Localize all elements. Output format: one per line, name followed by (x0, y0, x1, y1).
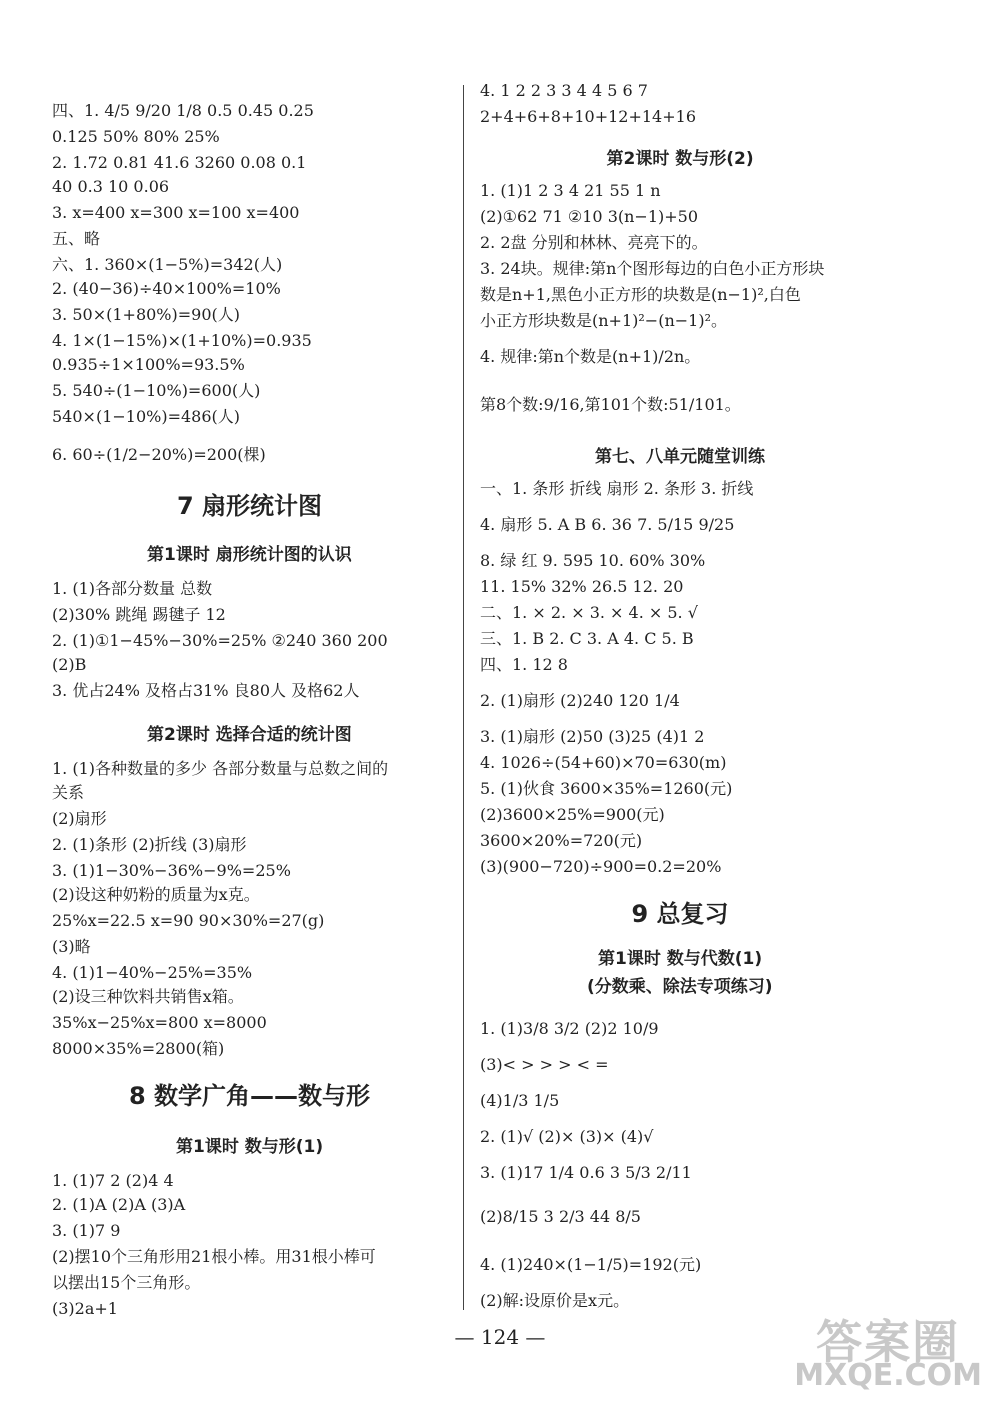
answer-line: 数是n+1,黑色小正方形的块数是(n−1)²,白色 (480, 285, 801, 304)
subsection-title: 第2课时 数与形(2) (606, 149, 754, 169)
answer-line: 3. 优占24% 及格占31% 良80人 及格62人 (52, 681, 360, 700)
answer-line: 1. (1)各部分数量 总数 (52, 579, 213, 598)
answer-line: (2)设这种奶粉的质量为x克。 (52, 885, 260, 904)
answer-line: 二、1. × 2. × 3. × 4. × 5. √ (480, 603, 698, 622)
answer-line: 3. (1)扇形 (2)50 (3)25 (4)1 2 (480, 727, 705, 746)
answer-line: 35%x−25%x=800 x=8000 (52, 1013, 267, 1032)
answer-line: 四、1. 4/5 9/20 1/8 0.5 0.45 0.25 (52, 101, 314, 120)
answer-line: (3)< > > > < = (480, 1055, 609, 1074)
answer-line: (2)扇形 (52, 809, 107, 828)
answer-line: 第8个数:9/16,第101个数:51/101。 (480, 395, 741, 414)
answer-line: 540×(1−10%)=486(人) (52, 407, 241, 426)
answer-line: 1. (1)各种数量的多少 各部分数量与总数之间的 (52, 759, 389, 778)
section-title: 8 数学广角——数与形 (129, 1082, 371, 1110)
subsection-title: 第1课时 数与形(1) (176, 1137, 324, 1157)
answer-line: (3)(900−720)÷900=0.2=20% (480, 857, 722, 876)
answer-line: 4. 规律:第n个数是(n+1)/2n。 (480, 347, 701, 366)
answer-line: 小正方形块数是(n+1)²−(n−1)²。 (480, 311, 727, 330)
answer-line: 5. (1)伙食 3600×35%=1260(元) (480, 779, 733, 798)
answer-line: 4. 1026÷(54+60)×70=630(m) (480, 753, 727, 772)
column-divider (463, 85, 464, 1310)
subsection-title: 第1课时 数与代数(1) (598, 949, 763, 969)
answer-line: 2. (1)√ (2)× (3)× (4)√ (480, 1127, 654, 1146)
answer-line: (3)2a+1 (52, 1299, 118, 1318)
answer-line: 8000×35%=2800(箱) (52, 1039, 225, 1058)
answer-line: 以摆出15个三角形。 (52, 1273, 201, 1292)
answer-line: 3. 24块。规律:第n个图形每边的白色小正方形块 (480, 259, 825, 278)
answer-line: (2)8/15 3 2/3 44 8/5 (480, 1207, 641, 1226)
subsection-title: (分数乘、除法专项练习) (587, 977, 773, 997)
section-title: 9 总复习 (631, 900, 729, 928)
answer-line: 2. (1)条形 (2)折线 (3)扇形 (52, 835, 247, 854)
answer-line: 2. 2盘 分别和林林、亮亮下的。 (480, 233, 708, 252)
answer-line: 一、1. 条形 折线 扇形 2. 条形 3. 折线 (480, 479, 754, 498)
answer-line: 2. (1)扇形 (2)240 120 1/4 (480, 691, 680, 710)
answer-line: 0.935÷1×100%=93.5% (52, 355, 245, 374)
answer-line: (2)摆10个三角形用21根小棒。用31根小棒可 (52, 1247, 376, 1266)
answer-line: 2. (1)①1−45%−30%=25% ②240 360 200 (52, 631, 388, 650)
subsection-title: 第七、八单元随堂训练 (595, 447, 765, 467)
answer-line: (2)30% 跳绳 踢毽子 12 (52, 605, 226, 624)
subsection-title: 第1课时 扇形统计图的认识 (147, 545, 352, 565)
answer-line: 2+4+6+8+10+12+14+16 (480, 107, 696, 126)
answer-line: (2)设三种饮料共销售x箱。 (52, 987, 244, 1006)
answer-line: 关系 (52, 783, 85, 802)
answer-line: 3. (1)1−30%−36%−9%=25% (52, 861, 291, 880)
answer-line: 六、1. 360×(1−5%)=342(人) (52, 255, 283, 274)
answer-line: 8. 绿 红 9. 595 10. 60% 30% (480, 551, 706, 570)
answer-line: (3)略 (52, 937, 91, 956)
answer-line: 4. 1 2 2 3 3 4 4 5 6 7 (480, 81, 648, 100)
answer-line: 2. (1)A (2)A (3)A (52, 1195, 186, 1214)
subsection-title: 第2课时 选择合适的统计图 (147, 725, 352, 745)
answer-line: 3600×20%=720(元) (480, 831, 643, 850)
answer-line: 40 0.3 10 0.06 (52, 177, 170, 196)
answer-line: 2. (40−36)÷40×100%=10% (52, 279, 281, 298)
answer-line: (2)解:设原价是x元。 (480, 1291, 630, 1310)
answer-line: 4. (1)1−40%−25%=35% (52, 963, 253, 982)
answer-line: (2)3600×25%=900(元) (480, 805, 665, 824)
answer-line: (2)①62 71 ②10 3(n−1)+50 (480, 207, 699, 226)
answer-line: 三、1. B 2. C 3. A 4. C 5. B (480, 629, 694, 648)
answer-line: 1. (1)1 2 3 4 21 55 1 n (480, 181, 661, 200)
answer-line: 四、1. 12 8 (480, 655, 568, 674)
answer-line: 3. (1)7 9 (52, 1221, 121, 1240)
watermark-url: MXQE.COM (794, 1358, 982, 1393)
answer-line: 2. 1.72 0.81 41.6 3260 0.08 0.1 (52, 153, 307, 172)
answer-line: 6. 60÷(1/2−20%)=200(棵) (52, 445, 266, 464)
section-title: 7 扇形统计图 (177, 492, 323, 520)
page-number: — 124 — (454, 1325, 546, 1349)
answer-line: 0.125 50% 80% 25% (52, 127, 220, 146)
answer-line: 4. 1×(1−15%)×(1+10%)=0.935 (52, 331, 312, 350)
answer-line: 3. x=400 x=300 x=100 x=400 (52, 203, 300, 222)
answer-line: 5. 540÷(1−10%)=600(人) (52, 381, 261, 400)
answer-line: 1. (1)7 2 (2)4 4 (52, 1171, 174, 1190)
watermark-text: 答案圈 (816, 1315, 961, 1369)
answer-line: 3. (1)17 1/4 0.6 3 5/3 2/11 (480, 1163, 692, 1182)
answer-line: 11. 15% 32% 26.5 12. 20 (480, 577, 684, 596)
answer-line: 3. 50×(1+80%)=90(人) (52, 305, 241, 324)
answer-line: 4. (1)240×(1−1/5)=192(元) (480, 1255, 702, 1274)
answer-line: 25%x=22.5 x=90 90×30%=27(g) (52, 911, 325, 930)
answer-line: (2)B (52, 655, 87, 674)
answer-line: 五、略 (52, 229, 101, 248)
watermark-logo (794, 1315, 982, 1393)
answer-line: (4)1/3 1/5 (480, 1091, 560, 1110)
answer-line: 4. 扇形 5. A B 6. 36 7. 5/15 9/25 (480, 515, 735, 534)
answer-line: 1. (1)3/8 3/2 (2)2 10/9 (480, 1019, 659, 1038)
